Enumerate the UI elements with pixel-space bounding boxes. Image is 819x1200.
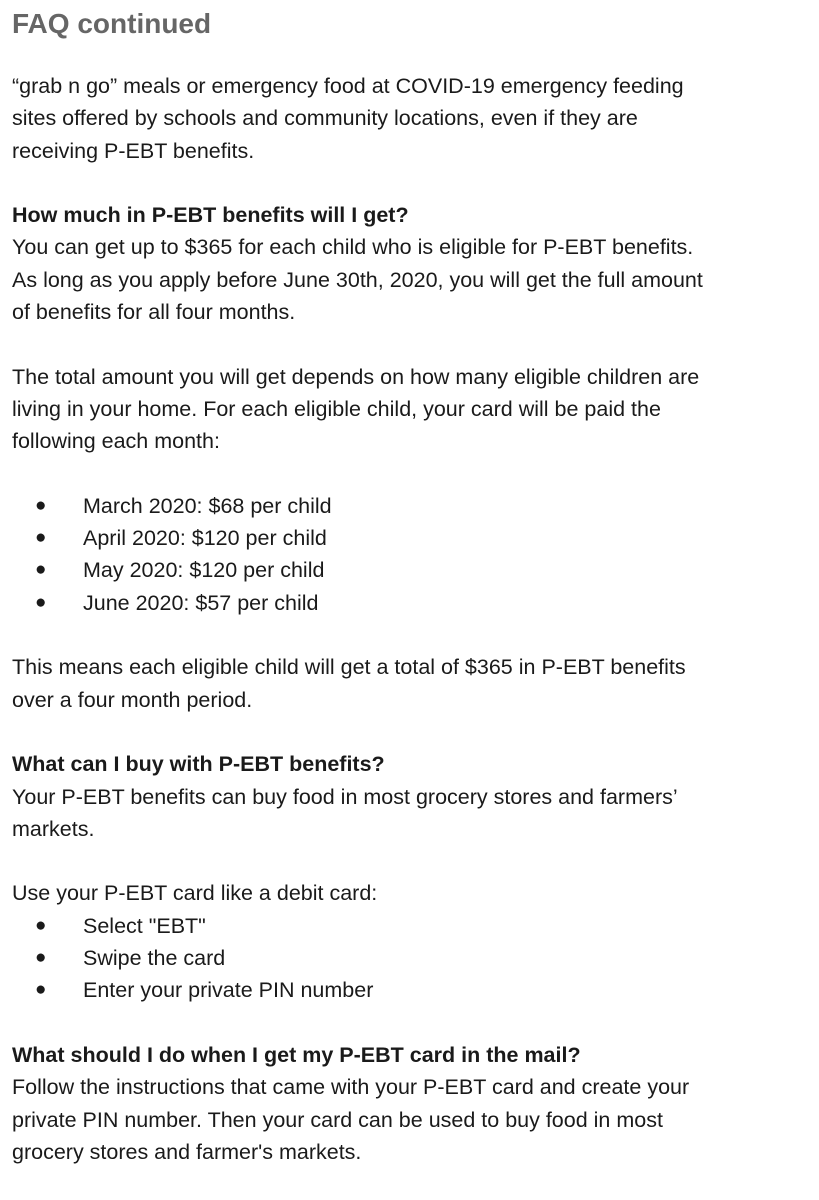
what-buy-paragraph-2: Use your P-EBT card like a debit card: bbox=[12, 881, 378, 906]
list-item-text: June 2020: $57 per child bbox=[83, 590, 319, 615]
paragraph-line: private PIN number. Then your card can be used to buy food in most bbox=[12, 1107, 663, 1132]
intro-paragraph bbox=[12, 70, 807, 167]
how-much-paragraph-2 bbox=[12, 361, 807, 458]
mail-heading: What should I do when I get my P-EBT card in the mail? bbox=[12, 1042, 581, 1067]
bullet-icon: ● bbox=[35, 979, 47, 1001]
list-item bbox=[12, 554, 807, 586]
paragraph-line: over a four month period. bbox=[12, 687, 253, 712]
bullet-icon: ● bbox=[35, 591, 47, 613]
page-title: FAQ continued bbox=[12, 8, 212, 39]
intro-line: “grab n go” meals or emergency food at COVID-19 emergency feeding bbox=[12, 74, 684, 98]
what-buy-paragraph-1 bbox=[12, 781, 807, 846]
bullet-icon: ● bbox=[35, 947, 47, 969]
intro-line: sites offered by schools and community locations, even if they are bbox=[12, 106, 638, 131]
intro-line: receiving P-EBT benefits. bbox=[12, 138, 255, 163]
list-item-text: March 2020: $68 per child bbox=[83, 493, 332, 518]
paragraph-line: living in your home. For each eligible child, your card will be paid the bbox=[12, 396, 661, 421]
list-item bbox=[12, 490, 807, 522]
list-item-text: Enter your private PIN number bbox=[83, 978, 374, 1003]
paragraph-line: of benefits for all four months. bbox=[12, 300, 296, 325]
bullet-icon: ● bbox=[35, 494, 47, 516]
paragraph-line: Follow the instructions that came with your P-EBT card and create your bbox=[12, 1075, 690, 1100]
list-item bbox=[12, 974, 807, 1006]
paragraph-line: You can get up to $365 for each child who is eligible for P-EBT benefits. bbox=[12, 235, 694, 260]
list-item-text: Select "EBT" bbox=[83, 913, 206, 938]
monthly-amounts-list bbox=[12, 490, 807, 619]
paragraph-line: Your P-EBT benefits can buy food in most grocery stores and farmers’ bbox=[12, 784, 678, 809]
bullet-icon: ● bbox=[35, 914, 47, 936]
how-much-paragraph-1 bbox=[12, 231, 807, 328]
how-much-paragraph-3 bbox=[12, 651, 807, 716]
list-item-text: April 2020: $120 per child bbox=[83, 526, 327, 551]
list-item bbox=[12, 587, 807, 619]
list-item bbox=[12, 910, 807, 942]
paragraph-line: The total amount you will get depends on how many eligible children are bbox=[12, 364, 700, 389]
paragraph-line: As long as you apply before June 30th, 2020, you will get the full amount bbox=[12, 267, 703, 292]
list-item-text: Swipe the card bbox=[83, 946, 226, 971]
list-item bbox=[12, 942, 807, 974]
list-item bbox=[12, 522, 807, 554]
paragraph-line: grocery stores and farmer's markets. bbox=[12, 1139, 362, 1164]
what-buy-heading: What can I buy with P-EBT benefits? bbox=[12, 752, 385, 777]
list-item-text: May 2020: $120 per child bbox=[83, 558, 325, 583]
paragraph-line: markets. bbox=[12, 816, 95, 841]
bullet-icon: ● bbox=[35, 527, 47, 549]
card-steps-list bbox=[12, 910, 807, 1007]
paragraph-line: following each month: bbox=[12, 429, 220, 454]
mail-paragraph bbox=[12, 1071, 807, 1168]
paragraph-line: This means each eligible child will get a total of $365 in P-EBT benefits bbox=[12, 655, 686, 680]
how-much-heading: How much in P-EBT benefits will I get? bbox=[12, 203, 409, 228]
bullet-icon: ● bbox=[35, 559, 47, 581]
